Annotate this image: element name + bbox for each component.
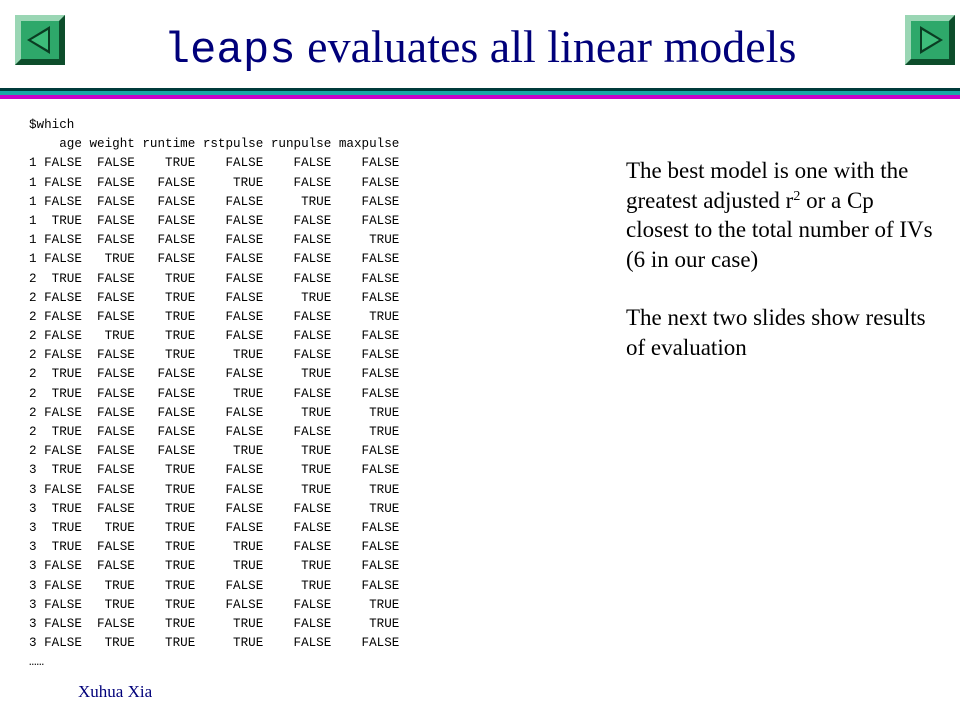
output-row: 3 TRUE FALSE TRUE TRUE FALSE FALSE <box>29 540 400 555</box>
output-row: 2 FALSE FALSE FALSE FALSE TRUE TRUE <box>29 405 400 420</box>
output-row: 1 FALSE TRUE FALSE FALSE FALSE FALSE <box>29 252 400 267</box>
output-row: 3 FALSE TRUE TRUE TRUE FALSE FALSE <box>29 636 400 651</box>
output-row: 3 FALSE FALSE TRUE FALSE TRUE TRUE <box>29 482 400 497</box>
output-row: 1 FALSE FALSE FALSE FALSE TRUE FALSE <box>29 194 400 209</box>
output-row: 1 FALSE FALSE TRUE FALSE FALSE FALSE <box>29 156 400 171</box>
output-row: 2 FALSE FALSE FALSE TRUE TRUE FALSE <box>29 444 400 459</box>
output-row: 1 FALSE FALSE FALSE TRUE FALSE FALSE <box>29 175 400 190</box>
note-best-model <box>626 156 936 274</box>
output-row: 1 TRUE FALSE FALSE FALSE FALSE FALSE <box>29 213 400 228</box>
note-superscript: 2 <box>793 188 801 204</box>
output-row: 2 TRUE FALSE FALSE FALSE FALSE TRUE <box>29 425 400 439</box>
output-row: 2 TRUE FALSE FALSE TRUE FALSE FALSE <box>29 386 400 401</box>
output-columns: age weight runtime rstpulse runpulse maxpulse <box>29 137 400 152</box>
output-ellipsis: …… <box>29 655 45 670</box>
output-row: 2 FALSE TRUE TRUE FALSE FALSE FALSE <box>29 329 400 344</box>
output-row: 2 TRUE FALSE TRUE FALSE FALSE FALSE <box>29 271 400 286</box>
output-row: 1 FALSE FALSE FALSE FALSE FALSE TRUE <box>29 233 400 248</box>
rule-magenta <box>0 95 960 99</box>
output-row: 2 FALSE FALSE TRUE FALSE TRUE FALSE <box>29 290 400 305</box>
note-text: or a Cp closest to the total number of IVs (6 in our case) <box>626 187 933 272</box>
output-row: 3 TRUE FALSE TRUE FALSE FALSE TRUE <box>29 501 400 516</box>
output-rows <box>29 154 399 653</box>
output-row: 3 FALSE TRUE TRUE FALSE FALSE TRUE <box>29 597 400 612</box>
r-output <box>29 116 399 672</box>
output-row: 2 FALSE FALSE TRUE FALSE FALSE TRUE <box>29 309 400 324</box>
output-row: 2 FALSE FALSE TRUE TRUE FALSE FALSE <box>29 348 400 363</box>
note-next-slides: The next two slides show results of evaluation <box>626 305 926 360</box>
output-row: 2 TRUE FALSE FALSE FALSE TRUE FALSE <box>29 367 400 382</box>
title-text: evaluates all linear models <box>295 21 797 72</box>
output-row: 3 FALSE FALSE TRUE TRUE FALSE TRUE <box>29 616 400 631</box>
output-row: 3 FALSE FALSE TRUE TRUE TRUE FALSE <box>29 559 400 574</box>
author-footer: Xuhua Xia <box>78 682 153 701</box>
title-code: leaps <box>163 26 296 76</box>
output-row: 3 TRUE FALSE TRUE FALSE TRUE FALSE <box>29 463 400 478</box>
output-header: $which <box>29 118 75 132</box>
output-row: 3 TRUE TRUE TRUE FALSE FALSE FALSE <box>29 520 400 535</box>
notes <box>626 156 936 391</box>
note-text: The best model is one with the greatest adjusted r <box>626 158 909 213</box>
output-row: 3 FALSE TRUE TRUE FALSE TRUE FALSE <box>29 578 400 593</box>
slide-title <box>0 20 960 78</box>
